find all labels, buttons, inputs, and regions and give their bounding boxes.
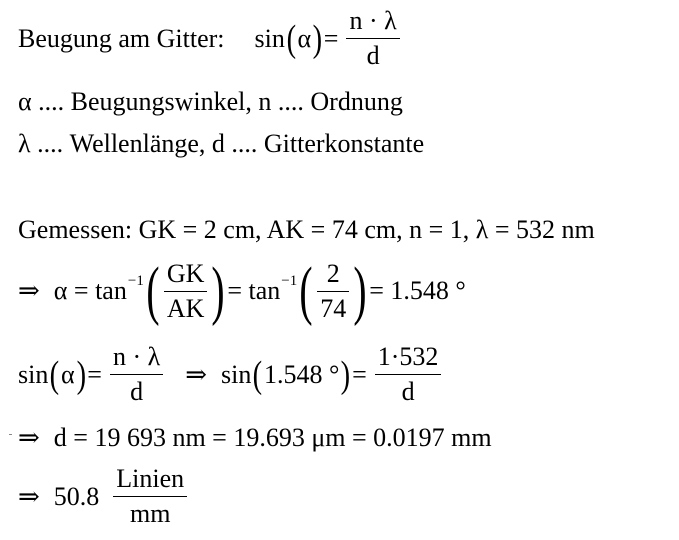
- denominator: d: [401, 377, 415, 406]
- equals-sign: =: [352, 359, 367, 389]
- numerator: Linien: [116, 464, 185, 493]
- definition-alpha: α .... Beugungswinkel, n .... Ordnung: [18, 87, 403, 116]
- stray-mark: [9, 434, 12, 435]
- denominator: 74: [320, 293, 347, 323]
- alpha-equals-tan: α = tan: [53, 276, 127, 305]
- formula-d-result: [18, 423, 492, 453]
- implies-arrow: ⇒: [185, 359, 208, 389]
- numerator: n · λ: [349, 6, 397, 35]
- formula-angle: ⇒ α = tan −1 ( $\frac{GK}{AK}$ ) = tan −1 ( $\frac{2}{74}$ ) = 1.548 °: [18, 254, 466, 327]
- denominator: d: [366, 41, 380, 70]
- implies-arrow: ⇒: [18, 423, 40, 452]
- fraction-lines-over-mm: [113, 466, 187, 527]
- fraction-gk-over-ak: [164, 258, 208, 323]
- fraction-1x532-over-d: [375, 344, 442, 405]
- fraction-2-over-74: [317, 258, 349, 323]
- denominator: mm: [130, 499, 171, 528]
- sin-label: sin: [18, 359, 49, 389]
- angle-result: = 1.548 °: [369, 276, 466, 305]
- alpha-symbol: α: [61, 359, 75, 389]
- formula-sin-substitution: sin ( α ) = $\frac{n \cdot \lambda}{d}$ ⇒ sin ( 1.548 ° ) = $\frac{1\cdot 532}{d}$: [18, 344, 443, 405]
- fraction-n-lambda-over-d: [346, 8, 399, 69]
- numerator: 2: [326, 258, 340, 288]
- equals-sign: =: [323, 23, 339, 53]
- definition-lambda: λ .... Wellenlänge, d .... Gitterkonstante: [18, 129, 425, 158]
- implies-arrow: ⇒: [18, 276, 40, 305]
- lines-value: 50.8: [53, 481, 100, 511]
- implies-arrow: ⇒: [18, 481, 40, 511]
- sin-angle-value: 1.548 °: [264, 359, 340, 389]
- alpha-symbol: α: [297, 23, 312, 53]
- denominator: AK: [166, 293, 205, 323]
- numerator: GK: [166, 258, 205, 288]
- equals-tan: = tan: [227, 276, 281, 305]
- inverse-exponent: −1: [127, 272, 144, 289]
- sin-label: sin: [221, 359, 252, 389]
- formula-title: Beugung am Gitter:: [18, 23, 225, 53]
- measured-values: Gemessen: GK = 2 cm, AK = 74 cm, n = 1, λ = 532 nm: [18, 215, 595, 244]
- numerator: n · λ: [112, 342, 161, 371]
- numerator: 1·532: [377, 342, 439, 371]
- formula-lines-per-mm: [18, 466, 189, 527]
- denominator: d: [130, 377, 144, 406]
- inverse-exponent: −1: [281, 272, 298, 289]
- d-result: d = 19 693 nm = 19.693 μm = 0.0197 mm: [53, 423, 492, 452]
- fraction-n-lambda-over-d: [110, 344, 163, 405]
- sin-label: sin: [254, 23, 285, 53]
- formula-grating: Beugung am Gitter: sin ( α ) = $\frac{n \cdot \lambda}{d}$: [18, 8, 402, 69]
- equals-sign: =: [87, 359, 102, 389]
